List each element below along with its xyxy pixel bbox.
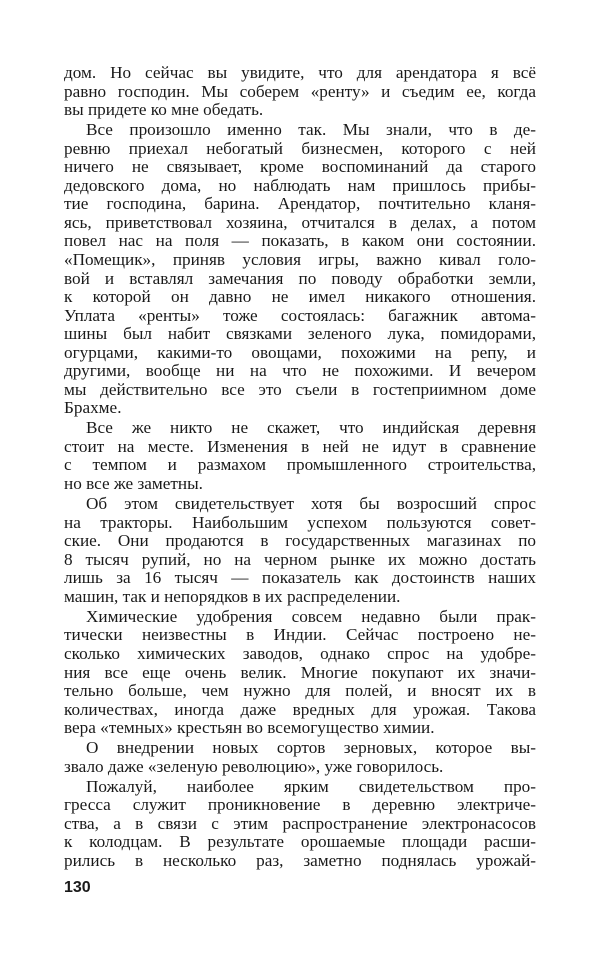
text-line: вы придете ко мне обедать. bbox=[64, 100, 264, 120]
text-line: 8 тысяч рупий, но на черном рынке их можно достать bbox=[64, 549, 536, 569]
text-line: машин, так и непорядков в их распределении. bbox=[64, 586, 401, 606]
page-number: 130 bbox=[64, 879, 91, 896]
text-line: ничего не связывает, кроме воспоминаний да старого bbox=[64, 157, 536, 177]
text-line: рились в несколько раз, заметно поднялась урожай- bbox=[64, 850, 536, 870]
text-line: О внедрении новых сортов зерновых, которое вы- bbox=[86, 738, 536, 758]
text-line: ства, а в связи с этим распространение электронасосов bbox=[64, 813, 536, 833]
text-line: Все произошло именно так. Мы знали, что в де- bbox=[86, 120, 536, 140]
text-line: шины был набит связками зеленого лука, помидорами, bbox=[64, 324, 536, 344]
text-line: количествах, иногда даже вредных для урожая. Такова bbox=[64, 699, 536, 719]
text-line: стоит на месте. Изменения в ней не идут в сравнение bbox=[64, 436, 536, 456]
text-line: ревню приехал небогатый бизнесмен, которого с ней bbox=[64, 138, 536, 158]
text-line: повел нас на поля — показать, в каком они состоянии. bbox=[64, 231, 536, 251]
text-line: равно господин. Мы соберем «ренту» и съедим ее, когда bbox=[64, 81, 536, 101]
text-line: звало даже «зеленую революцию», уже говорилось. bbox=[64, 756, 444, 776]
text-line: Пожалуй, наиболее ярким свидетельством про- bbox=[86, 776, 536, 796]
paragraph bbox=[64, 64, 536, 120]
text-line: тически неизвестны в Индии. Сейчас построено не- bbox=[64, 625, 536, 645]
text-line: лишь за 16 тысяч — показатель как достоинств наших bbox=[64, 568, 536, 588]
text-line: тие господина, барина. Арендатор, почтительно кланя- bbox=[64, 194, 536, 214]
text-line: дедовского дома, но наблюдать нам пришлось прибы- bbox=[64, 175, 536, 195]
text-line: Уплата «ренты» тоже состоялась: багажник автома- bbox=[64, 305, 536, 325]
text-line: огурцами, какими-то овощами, похожими на репу, и bbox=[64, 342, 536, 362]
text-line: ские. Они продаются в государственных магазинах по bbox=[64, 531, 536, 551]
text-line: с темпом и размахом промышленного строительства, bbox=[64, 455, 536, 475]
text-line: Брахме. bbox=[64, 398, 122, 418]
paragraph bbox=[64, 739, 536, 776]
text-line: Химические удобрения совсем недавно были прак- bbox=[86, 606, 536, 626]
text-line: «Помещик», приняв условия игры, важно кивал голо- bbox=[64, 249, 536, 269]
text-line: вой и вставлял замечания по поводу обработки земли, bbox=[64, 268, 536, 288]
paragraph bbox=[64, 419, 536, 493]
paragraph bbox=[64, 495, 536, 606]
text-line: но все же заметны. bbox=[64, 474, 203, 494]
text-line: на тракторы. Наибольшим успехом пользуются совет- bbox=[64, 512, 536, 532]
text-line: гресса служит проникновение в деревню электриче- bbox=[64, 795, 536, 815]
text-line: Об этом свидетельствует хотя бы возросший спрос bbox=[86, 494, 536, 514]
text-line: другими, вообще ни на что не похожими. И вечером bbox=[64, 361, 536, 381]
text-line: вера «темных» крестьян во всемогущество химии. bbox=[64, 718, 435, 738]
text-line: ясь, приветствовал хозяина, отчитался в делах, а потом bbox=[64, 212, 536, 232]
book-page-text bbox=[64, 64, 536, 871]
text-line: сколько химических заводов, однако спрос на удобре- bbox=[64, 643, 536, 663]
text-line: ния все еще очень велик. Многие покупают их значи- bbox=[64, 662, 536, 682]
paragraph bbox=[64, 778, 536, 871]
text-line: мы действительно все это съели в гостеприимном доме bbox=[64, 379, 536, 399]
text-line: к колодцам. В результате орошаемые площади расши- bbox=[64, 832, 536, 852]
paragraph bbox=[64, 121, 536, 418]
text-line: тельно больше, чем нужно для полей, и вносят их в bbox=[64, 681, 536, 701]
text-line: к которой он давно не имел никакого отношения. bbox=[64, 287, 536, 307]
text-line: дом. Но сейчас вы увидите, что для арендатора я всё bbox=[64, 63, 536, 82]
paragraph bbox=[64, 608, 536, 738]
text-line: Все же никто не скажет, что индийская деревня bbox=[86, 418, 536, 438]
